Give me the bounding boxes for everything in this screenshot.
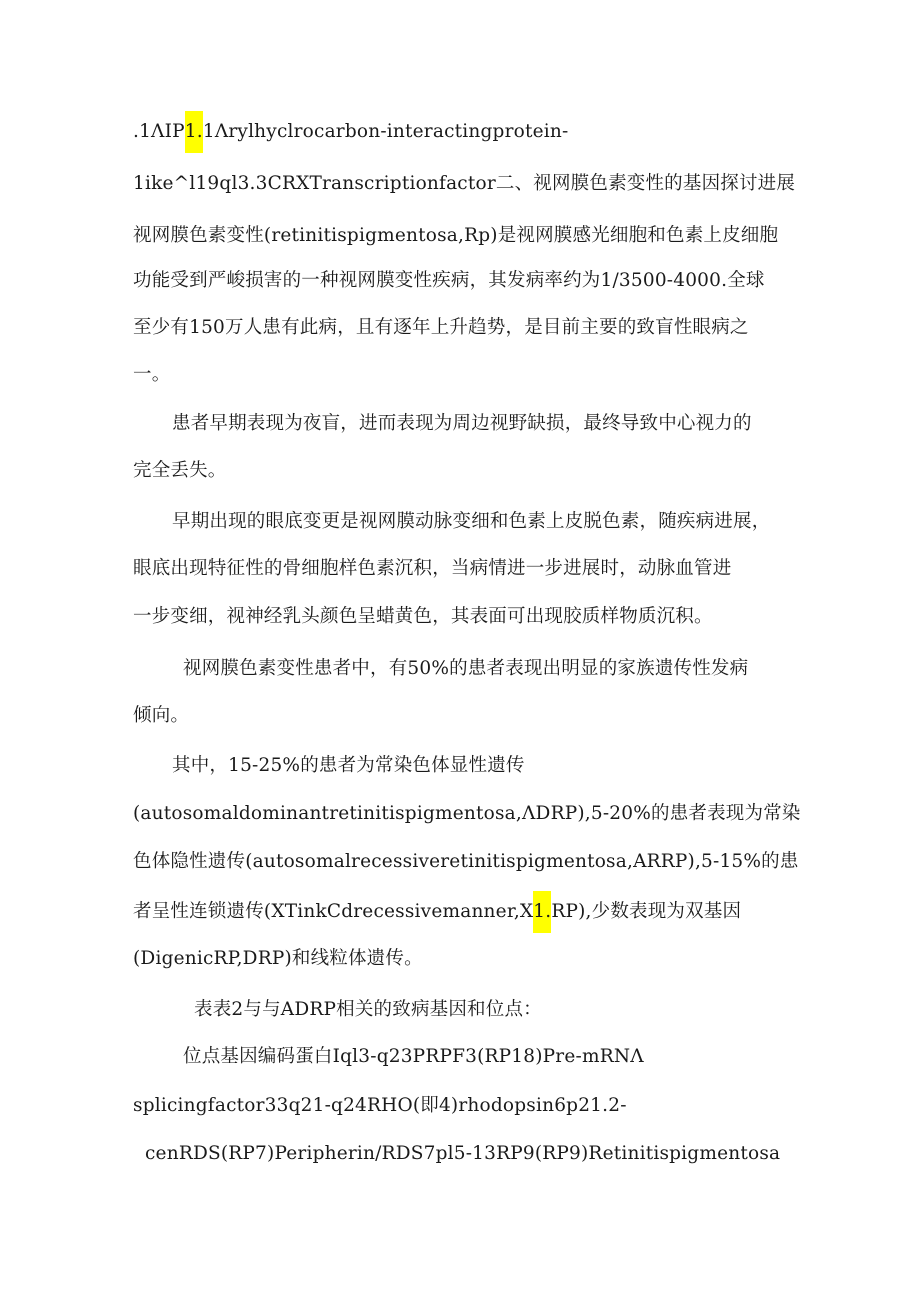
text-line: cenRDS(RP7)Peripherin/RDS7pl5-13RP9(RP9)Retinitispigmentosa [145,1143,781,1164]
text-line: (DigenicRP,DRP)和线粒体遗传。 [133,948,423,969]
text-line: 色体隐性遗传(autosomalrecessiveretinitispigmentosa,ARRP),5-15%的患 [133,851,799,872]
text-line: 早期出现的眼底变更是视网膜动脉变细和色素上皮脱色素，随疾病进展， [172,511,771,532]
text-line: 功能受到严峻损害的一种视网膜变性疾病，其发病率约为1/3500-4000.全球 [133,270,765,291]
text-segment: .1ΛIP [133,121,185,142]
text-line: 一。 [133,364,171,385]
text-line: 视网膜色素变性(retinitispigmentosa,Rp)是视网膜感光细胞和色素上皮细胞 [133,225,779,246]
text-line: (autosomaldominantretinitispigmentosa,ΛDRP),5-20%的患者表现为常染 [133,803,801,824]
text-line: 其中，15-25%的患者为常染色体显性遗传 [172,755,525,776]
text-line: 1ike^l19ql3.3CRXTranscriptionfactor二、视网膜色素变性的基因探讨进展 [133,173,796,194]
text-line: 至少有150万人患有此病，且有逐年上升趋势，是目前主要的致盲性眼病之 [133,317,749,338]
text-line: 一步变细，视神经乳头颜色呈蜡黄色，其表面可出现胶质样物质沉积。 [133,606,713,627]
text-line: 视网膜色素变性患者中，有50%的患者表现出明显的家族遗传性发病 [183,658,749,679]
highlighted-text: 1. [533,891,551,933]
text-line: 表表2与与ADRP相关的致病基因和位点： [194,999,542,1020]
text-segment: RP),少数表现为双基因 [551,901,742,922]
text-line: splicingfactor33q21-q24RHO(即4)rhodopsin6p21.2- [133,1095,627,1116]
text-line: 倾向。 [133,705,190,726]
text-line [133,118,568,153]
text-segment: 1Λrylhyclrocarbon-interactingprotein- [202,121,569,142]
text-line: 完全丢失。 [133,460,227,481]
text-line: 眼底出现特征性的骨细胞样色素沉积，当病情进一步进展时，动脉血管进 [133,558,732,579]
text-segment: 者呈性连锁遗传(XTinkCdrecessivemanner,X [133,901,534,922]
text-line: 位点基因编码蛋白Iql3-q23PRPF3(RP18)Pre-mRNΛ [183,1046,644,1067]
highlighted-text: 1. [185,111,203,153]
text-line: 患者早期表现为夜盲，进而表现为周边视野缺损，最终导致中心视力的 [172,413,752,434]
text-line [133,898,741,933]
